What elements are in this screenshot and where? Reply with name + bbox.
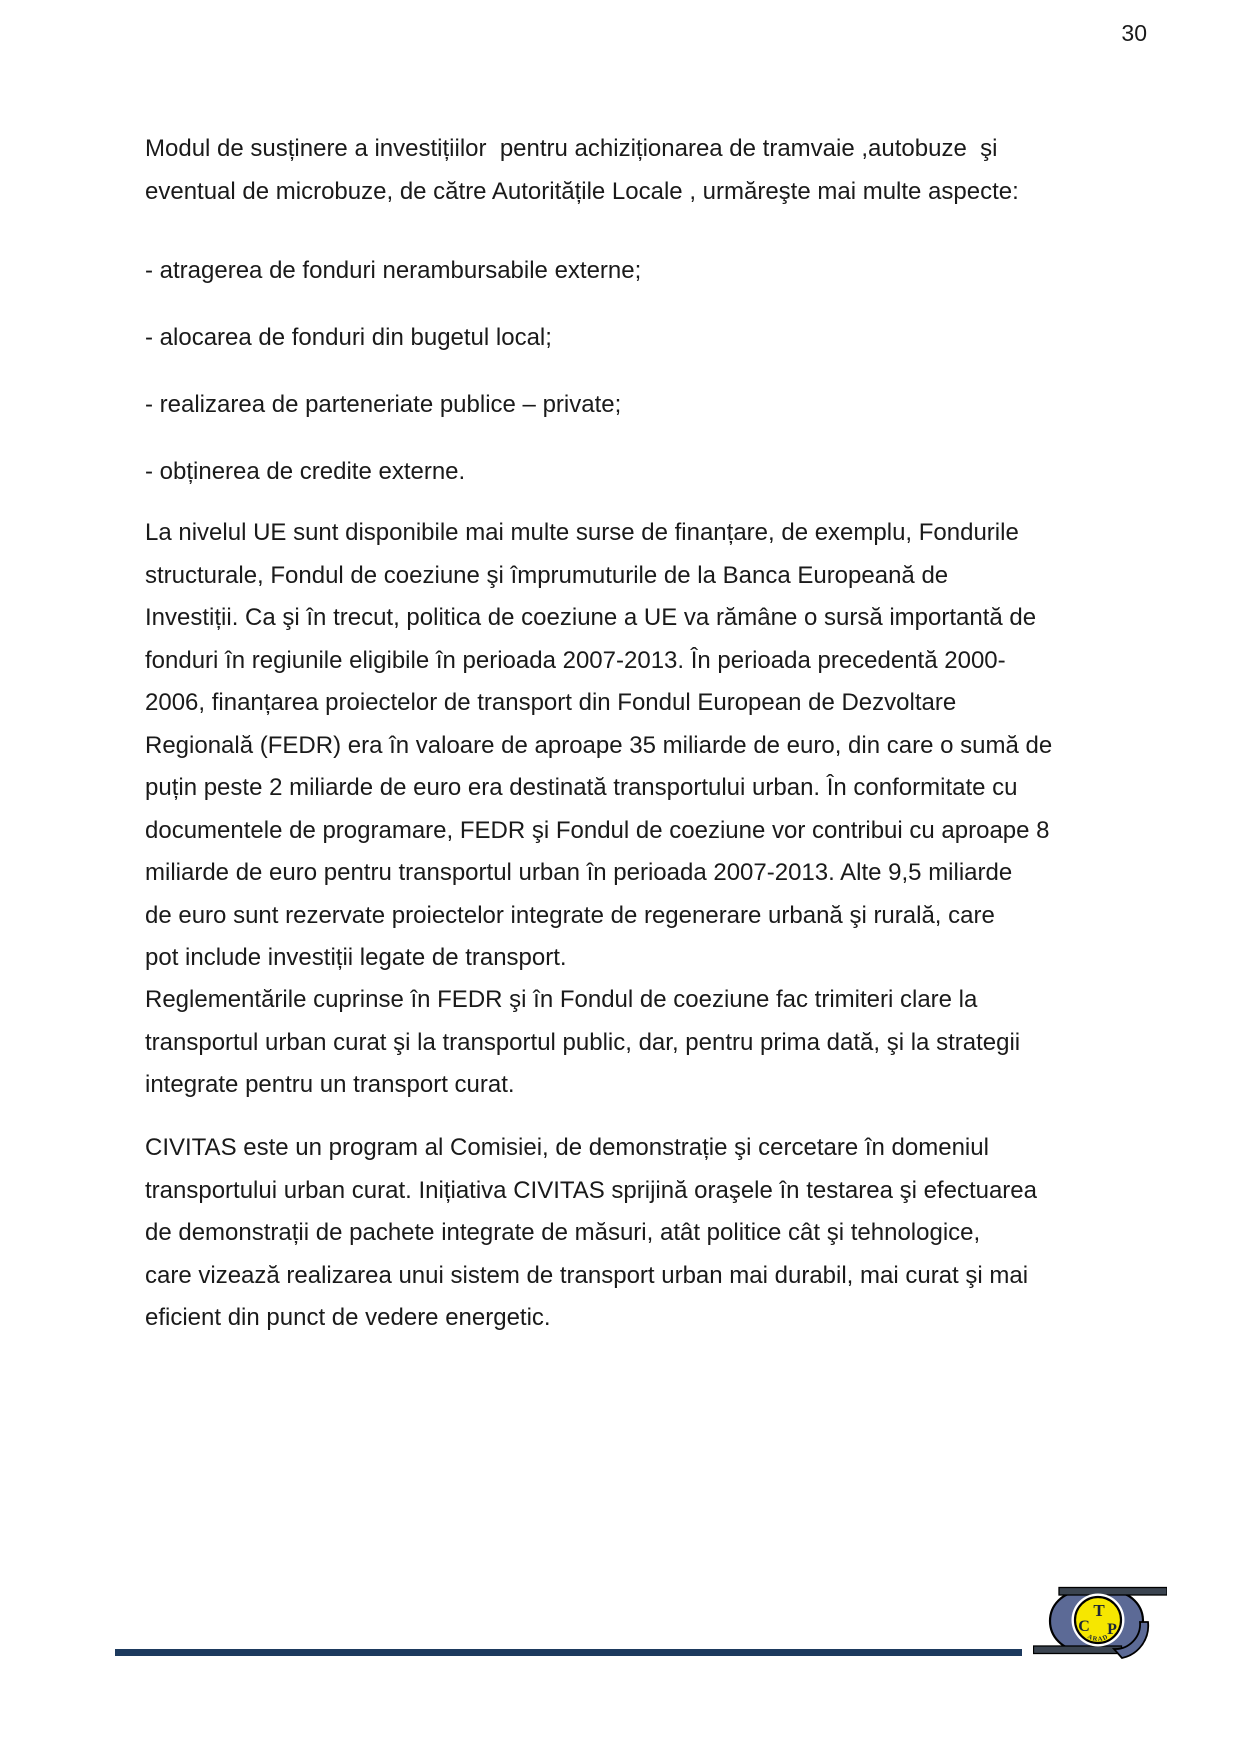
text-line: - realizarea de parteneriate publice – private; <box>145 391 622 418</box>
text-line: puțin peste 2 miliarde de euro era destinată transportului urban. În conformitate cu <box>145 774 1018 801</box>
text-line: de demonstrații de pachete integrate de măsuri, atât politice cât şi tehnologice, <box>145 1219 981 1246</box>
text-line: care vizează realizarea unui sistem de transport urban mai durabil, mai curat şi mai <box>145 1261 1029 1289</box>
footer-rule <box>115 1649 1022 1656</box>
text-line: - obținerea de credite externe. <box>145 458 466 485</box>
text-line: transportul urban curat şi la transportul public, dar, pentru prima dată, şi la strategii <box>145 1028 1021 1056</box>
text-line: fonduri în regiunile eligibile în perioada 2007-2013. În perioada precedentă 2000- <box>145 646 1006 674</box>
civitas-paragraph <box>145 1127 1145 1340</box>
text-line: miliarde de euro pentru transportul urban în perioada 2007-2013. Alte 9,5 miliarde <box>145 859 1013 886</box>
text-line: eficient din punct de vedere energetic. <box>145 1304 551 1331</box>
text-line: transportului urban curat. Inițiativa CIVITAS sprijină oraşele în testarea şi efectuarea <box>145 1176 1037 1204</box>
funding-paragraph <box>145 512 1145 980</box>
text-line: Investiții. Ca şi în trecut, politica de coeziune a UE va rămâne o sursă importantă de <box>145 604 1037 631</box>
text-line: eventual de microbuze, de către Autoritățile Locale , urmăreşte mai multe aspecte: <box>145 177 1019 205</box>
intro-paragraph <box>145 128 1145 213</box>
text-line: - alocarea de fonduri din bugetul local; <box>145 324 552 351</box>
text-line: pot include investiții legate de transport. <box>145 944 567 971</box>
regulations-paragraph <box>145 979 1145 1107</box>
text-line: 2006, finanțarea proiectelor de transport din Fondul European de Dezvoltare <box>145 689 957 716</box>
text-line: CIVITAS este un program al Comisiei, de demonstrație şi cercetare în domeniul <box>145 1134 989 1161</box>
text-line: Modul de susținere a investițiilor pentru achiziționarea de tramvaie ,autobuze şi <box>145 135 998 162</box>
bullet-list <box>145 250 1145 518</box>
text-line: documentele de programare, FEDR şi Fondul de coeziune vor contribui cu aproape 8 <box>145 816 1050 844</box>
logo-letter-t: T <box>1093 1601 1105 1620</box>
logo-bottom-bar <box>1034 1646 1122 1654</box>
text-line: La nivelul UE sunt disponibile mai multe surse de finanțare, de exemplu, Fondurile <box>145 519 1019 546</box>
page-number: 30 <box>1121 20 1147 46</box>
text-line: structurale, Fondul de coeziune şi împrumuturile de la Banca Europeană de <box>145 561 949 589</box>
logo-top-bar <box>1059 1588 1167 1596</box>
text-line: Regională (FEDR) era în valoare de aproape 35 miliarde de euro, din care o sumă de <box>145 731 1053 759</box>
logo-letter-c: C <box>1078 1618 1090 1635</box>
text-line: - atragerea de fonduri nerambursabile externe; <box>145 257 642 284</box>
logo-city-text: ARAD <box>1086 1633 1110 1644</box>
logo-letter-p: P <box>1107 1621 1117 1638</box>
ctp-arad-logo <box>1033 1584 1167 1664</box>
text-line: integrate pentru un transport curat. <box>145 1071 515 1098</box>
text-line: de euro sunt rezervate proiectelor integrate de regenerare urbană şi rurală, care <box>145 901 995 929</box>
text-line: Reglementările cuprinse în FEDR şi în Fondul de coeziune fac trimiteri clare la <box>145 986 978 1013</box>
